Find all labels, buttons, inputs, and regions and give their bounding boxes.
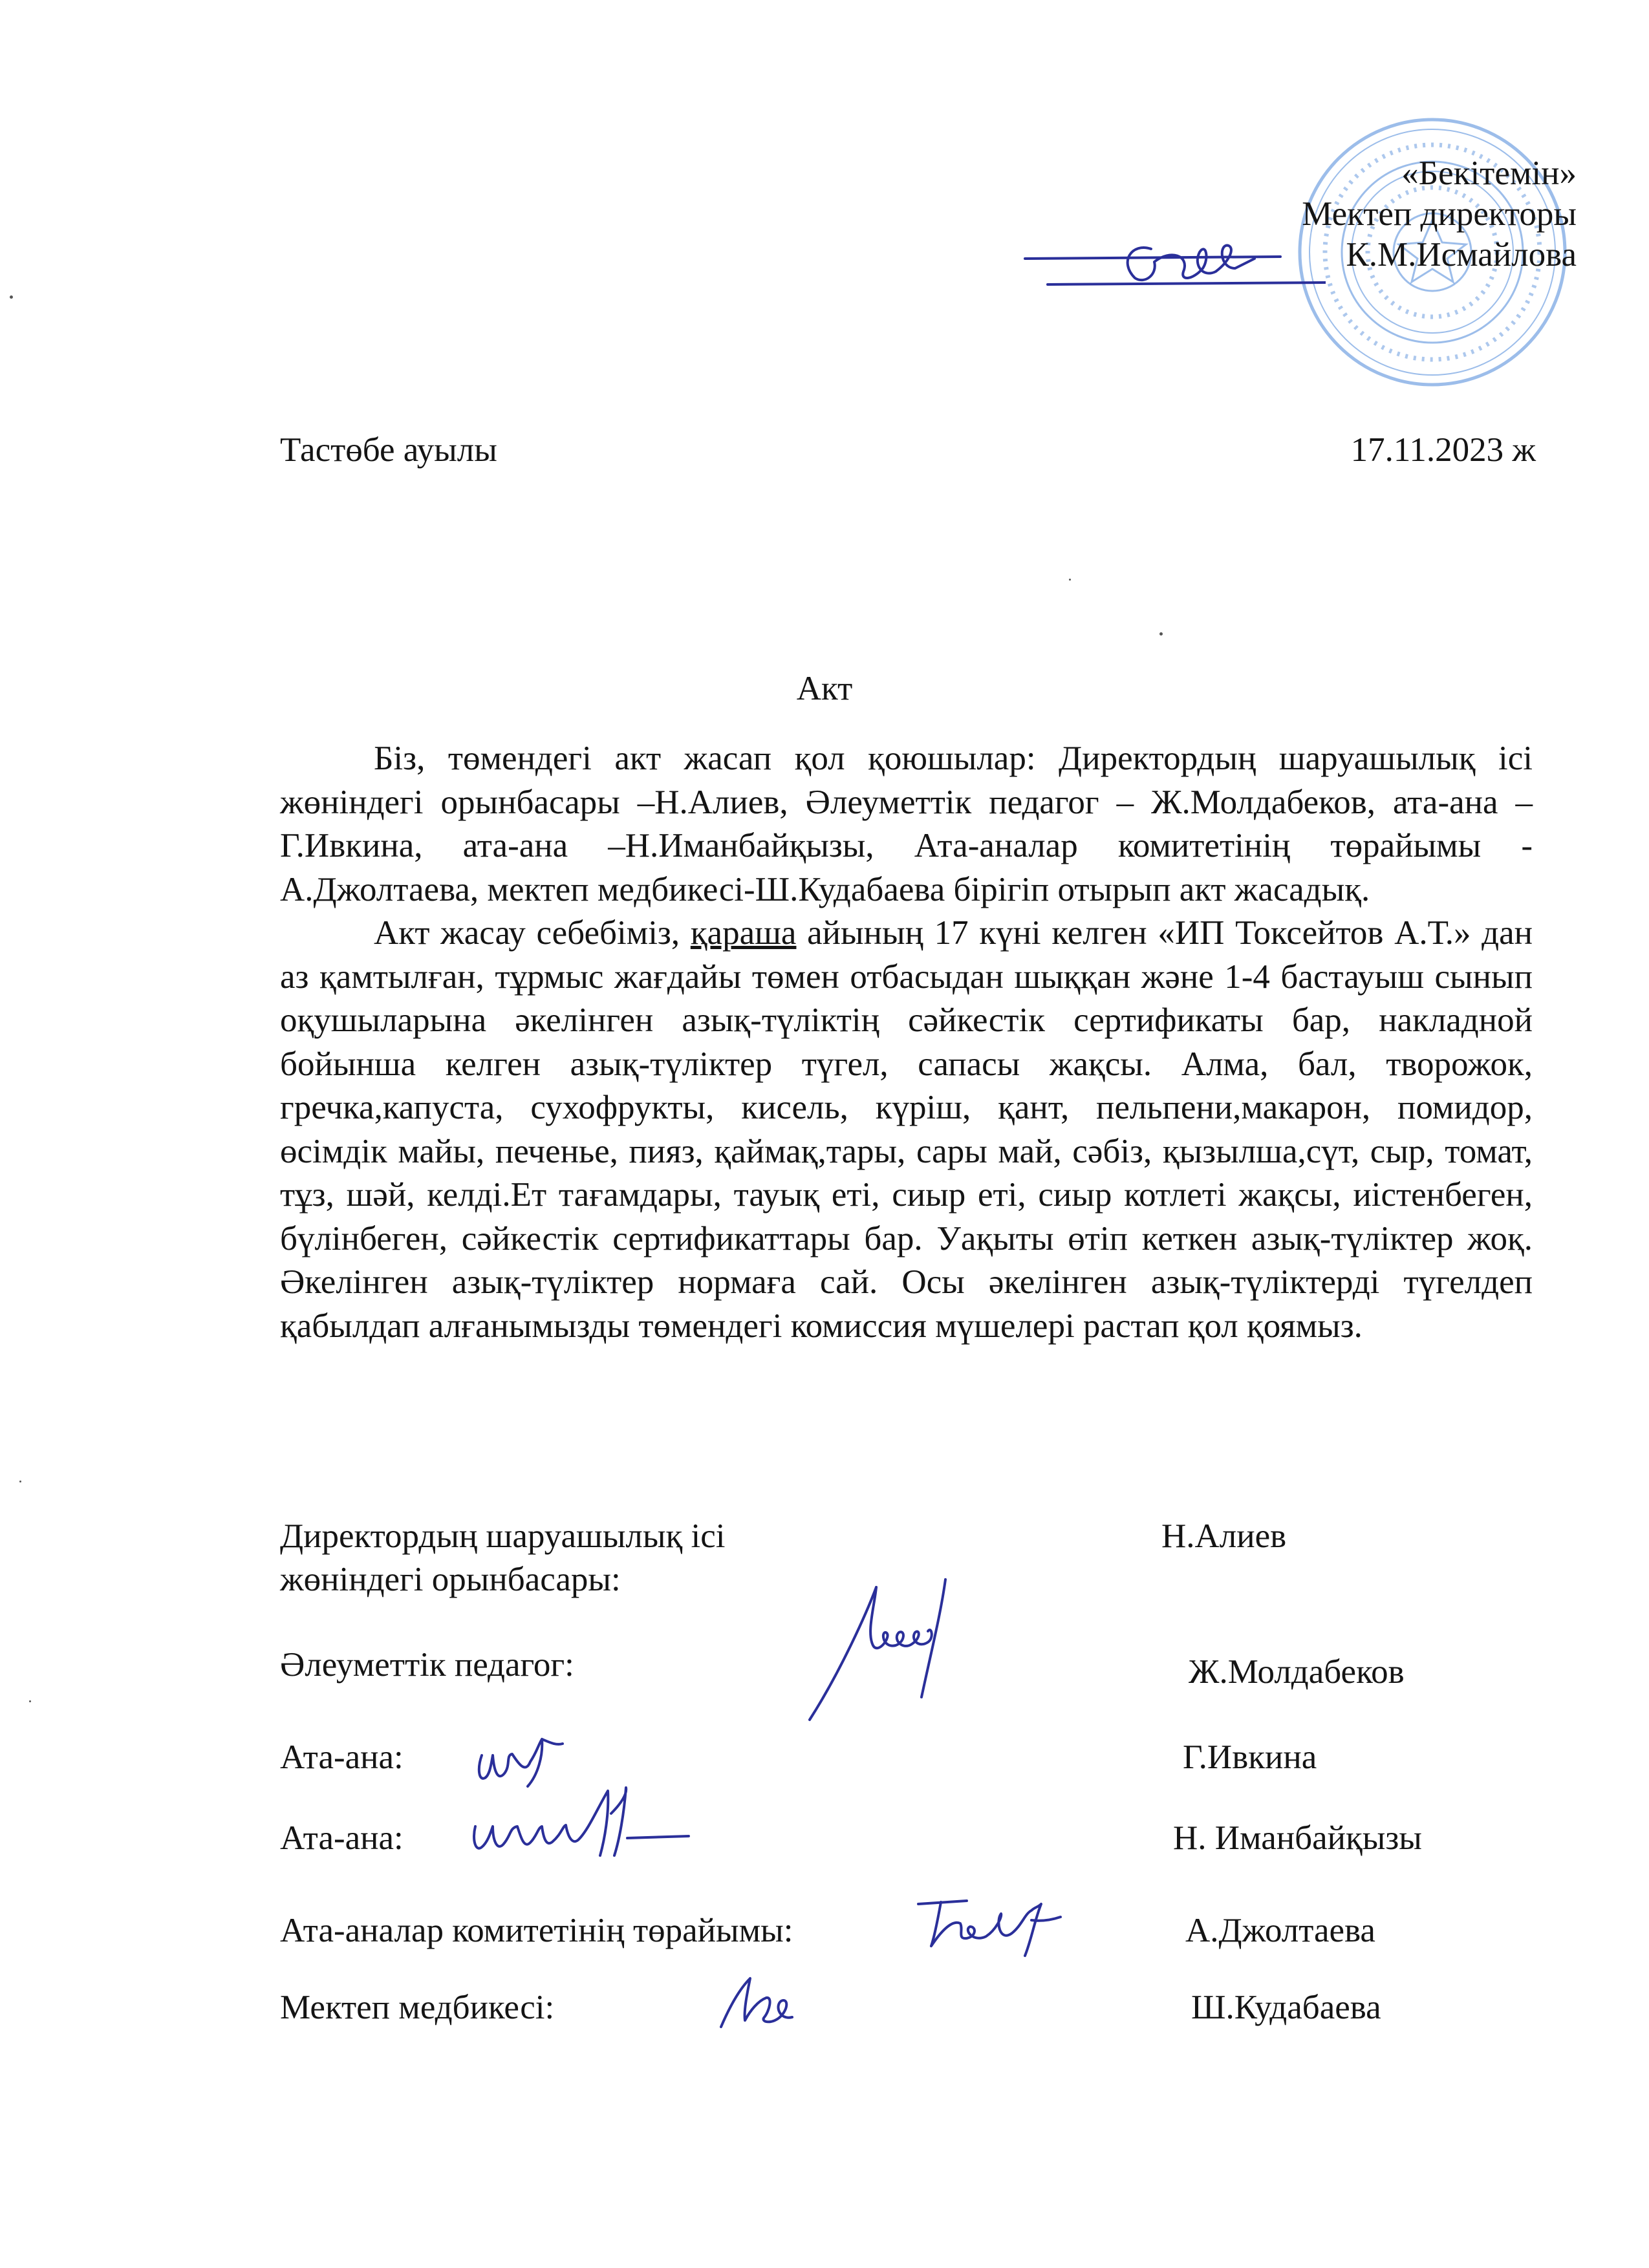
signatory-name-5: А.Джолтаева bbox=[1185, 1912, 1375, 1949]
signatory-role-2: Әлеуметтік педагог: bbox=[280, 1646, 574, 1684]
place-label: Тастөбе ауылы bbox=[280, 431, 497, 469]
signatory-name-2: Ж.Молдабеков bbox=[1189, 1653, 1405, 1691]
signatory-name-1: Н.Алиев bbox=[1161, 1517, 1287, 1555]
document-title: Акт bbox=[796, 670, 853, 707]
body-paragraph-1: Біз, төмендегі акт жасап қол қоюшылар: Директордың шаруашылық ісі жөніндегі орынбасары –Н.Алиев, Әлеуметтік педагог – Ж.Молдабеков, ата-ана – Г.Ивкина, ата-ана –Н.Иманбайқызы, Ата-аналар комитетінің төрайымы - А.Джолтаева, мектеп медбикесі-Ш.Кудабаева бірігіп отырып акт жасадық. bbox=[280, 740, 1533, 908]
signatory-name-6: Ш.Кудабаева bbox=[1191, 1989, 1381, 2026]
signatory-role-1-line-2: жөніндегі орынбасары: bbox=[280, 1561, 621, 1598]
signatory-name-4: Н. Иманбайқызы bbox=[1173, 1819, 1422, 1857]
date-label: 17.11.2023 ж bbox=[1350, 431, 1536, 469]
approval-name: К.М.Исмайлова bbox=[1346, 236, 1577, 273]
signatory-role-4: Ата-ана: bbox=[280, 1819, 404, 1857]
paragraph-2-start: Акт жасау себебіміз, bbox=[374, 914, 691, 952]
signatory-role-3: Ата-ана: bbox=[280, 1738, 404, 1776]
school-nurse-signature bbox=[711, 1965, 808, 2037]
signatory-name-3: Г.Ивкина bbox=[1183, 1738, 1317, 1776]
document-body bbox=[280, 737, 1533, 1348]
approval-title: «Бекітемін» bbox=[1401, 155, 1577, 192]
committee-chair-signature bbox=[905, 1881, 1067, 1959]
parent-imanbaikyzy-signature bbox=[466, 1775, 698, 1872]
approval-position: Мектеп директоры bbox=[1302, 195, 1577, 233]
paragraph-2-rest: айының 17 күні келген «ИП Токсейтов А.Т.» дан аз қамтылған, тұрмыс жағдайы төмен отбасыдан шыққан және 1-4 бастауыш сынып оқушыларына әкелінген азық-түліктің сәйкестік сертификаты бар, накладной бойынша келген азық-түліктер түгел, сапасы жақсы. Алма, бал, творожок, гречка,капуста, сухофрукты, кисель, күріш, қант, пельпени,макарон, помидор, өсімдік майы, печенье, пияз, қаймақ,тары, сары май, сәбіз, қызылша,сүт, сыр, томат, тұз, шәй, келді.Ет тағамдары, тауық еті, сиыр еті, сиыр котлеті жақсы, иістенбеген, бүлінбеген, сәйкестік сертификаттары бар. Уақыты өтіп кеткен азық-түліктер жоқ. Әкелінген азық-түліктер нормаға сай. Осы әкелінген азық-түліктерді түгелдеп қабылдап алғанымызды төмендегі комиссия мүшелері растап қол қоямыз. bbox=[280, 914, 1533, 1345]
signatory-role-1-line-1: Директордың шаруашылық ісі bbox=[280, 1517, 726, 1555]
signatory-role-5: Ата-аналар комитетінің төрайымы: bbox=[280, 1912, 793, 1949]
social-pedagogue-signature bbox=[802, 1574, 957, 1729]
signatory-role-6: Мектеп медбикесі: bbox=[280, 1989, 555, 2026]
body-paragraph-2 bbox=[280, 912, 1533, 1348]
month-underlined: қараша bbox=[690, 914, 797, 952]
director-signature bbox=[1022, 223, 1326, 301]
